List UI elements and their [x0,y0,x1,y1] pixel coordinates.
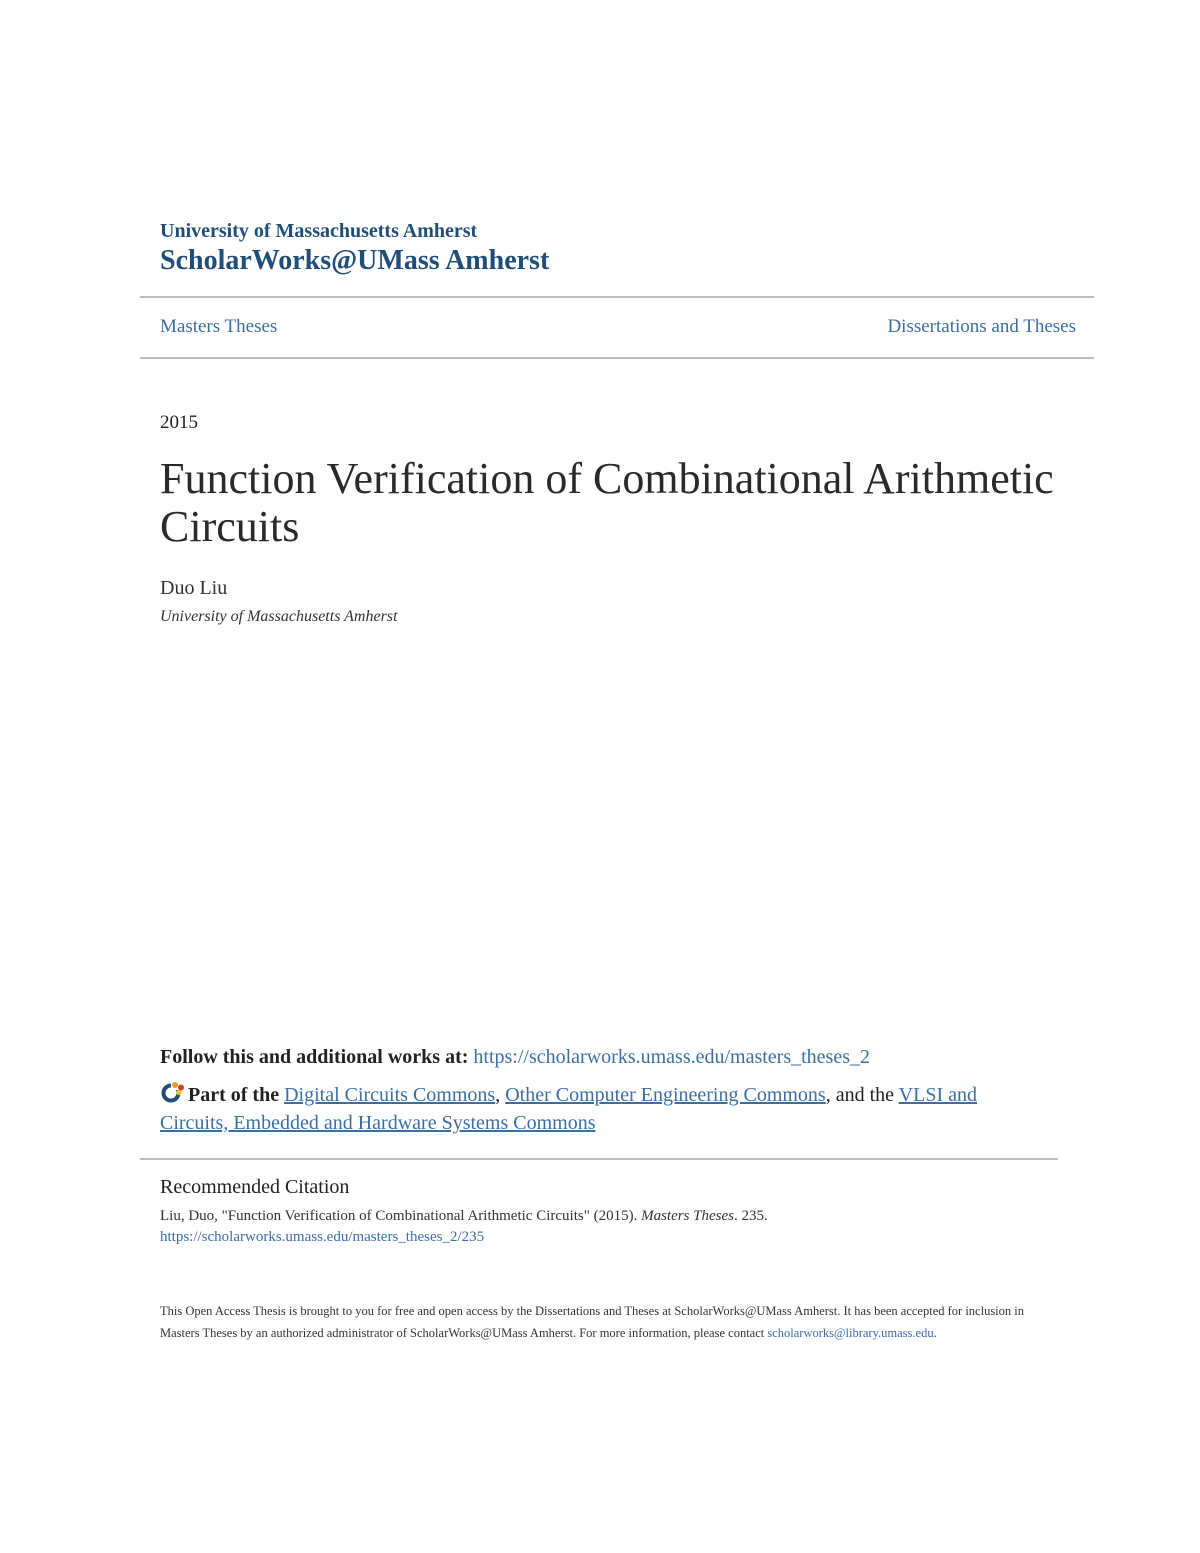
commons-separator-1: , [495,1084,506,1106]
open-access-notice [160,1300,1060,1344]
part-of-line [160,1080,1040,1137]
nav-divider [140,357,1094,359]
citation-url-link[interactable]: https://scholarworks.umass.edu/masters_theses_2/235 [160,1229,485,1245]
author-affiliation: University of Massachusetts Amherst [160,608,398,625]
follow-line [160,1046,870,1069]
repository-name[interactable]: ScholarWorks@UMass Amherst [160,245,550,276]
recommended-citation-heading: Recommended Citation [160,1176,350,1198]
citation-divider [140,1158,1058,1160]
digital-circuits-commons-link[interactable]: Digital Circuits Commons [284,1084,496,1106]
header-divider [140,296,1094,298]
commons-separator-2: , and the [825,1084,899,1106]
citation-text [160,1208,768,1225]
bepress-commons-icon [160,1080,186,1104]
author-name: Duo Liu [160,577,228,599]
citation-url-line [160,1229,484,1246]
citation-series: Masters Theses [641,1208,734,1224]
part-of-label: Part of the [188,1084,280,1106]
dissertations-theses-link[interactable]: Dissertations and Theses [887,316,1076,337]
follow-label: Follow this and additional works at: [160,1046,469,1068]
university-name: University of Massachusetts Amherst [160,220,478,242]
footer-end: . [933,1326,937,1340]
footer-text: This Open Access Thesis is brought to you for free and open access by the Dissertations and Theses at ScholarWorks@UMass Amherst. It has been accepted for inclusion in Masters Theses by an authorized administrator of ScholarWorks@UMass Amherst. For more information, please contact [160,1304,1025,1340]
vlsi-commons-link[interactable]: VLSI and Circuits, Embedded and Hardware Systems Commons [160,1084,977,1134]
contact-email-link[interactable]: scholarworks@library.umass.edu [767,1326,934,1340]
paper-title: Function Verification of Combinational Arithmetic Circuits [160,454,1054,551]
publication-year: 2015 [160,412,198,433]
masters-theses-link[interactable]: Masters Theses [160,316,278,337]
citation-text-before: Liu, Duo, "Function Verification of Combinational Arithmetic Circuits" (2015). [160,1208,638,1224]
citation-text-after: . 235. [734,1208,768,1224]
follow-url-link[interactable]: https://scholarworks.umass.edu/masters_theses_2 [473,1046,871,1068]
other-computer-engineering-commons-link[interactable]: Other Computer Engineering Commons [505,1084,826,1106]
